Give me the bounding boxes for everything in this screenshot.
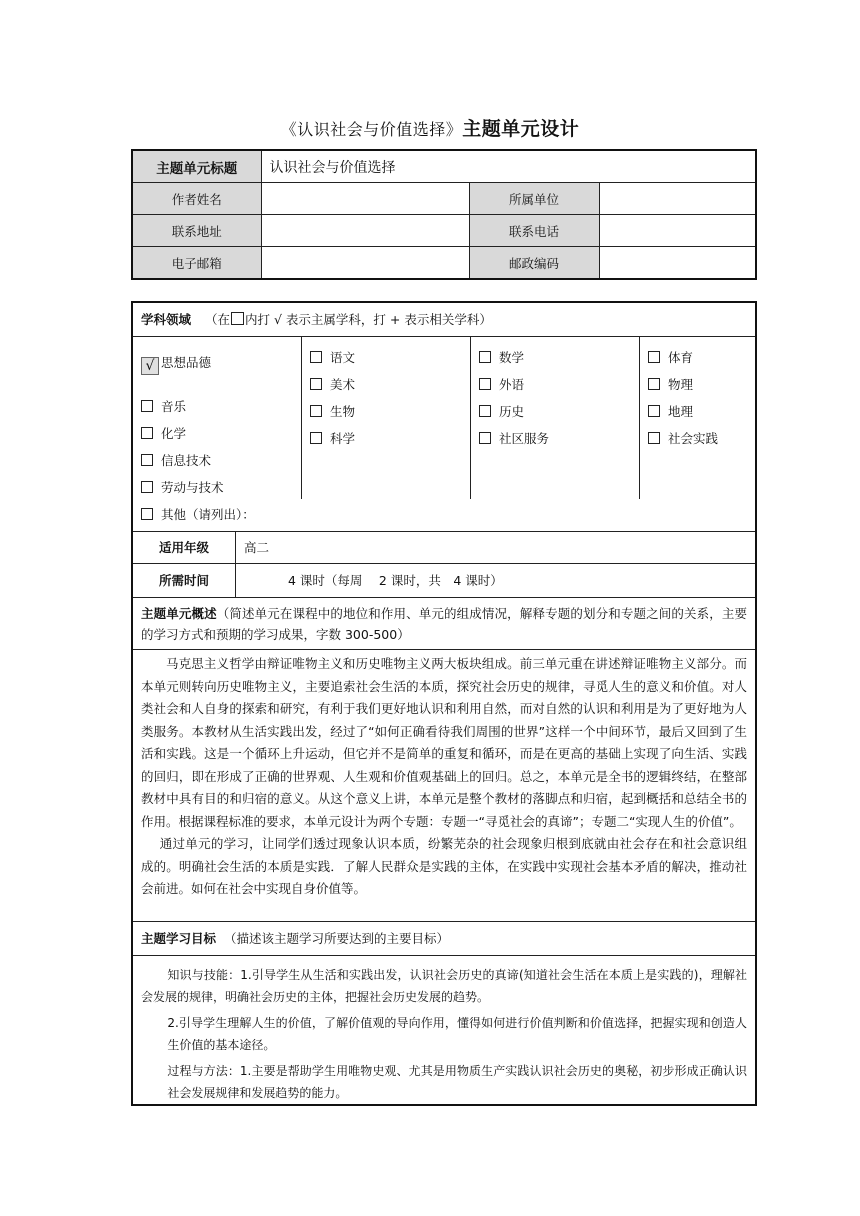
- page-title: [0, 114, 860, 141]
- subject-item-science[interactable]: 科学: [310, 429, 355, 447]
- subject-item-history[interactable]: 历史: [479, 402, 524, 420]
- info-table: [131, 149, 757, 280]
- overview-paragraph-1: 马克思主义哲学由辩证唯物主义和历史唯物主义两大板块组成。前三单元重在讲述辩证唯物主义部分。而本单元则转向历史唯物主义，主要追索社会生活的本质，探究社会历史的规律，寻觅人生的意义和价值。对人类社会和人自身的探索和研究，有利于我们更好地认识和利用自然，而对自然的认识和利用是为了更好地为人类服务。本教材从生活实践出发，经过了“如何正确看待我们周围的世界”这样一个中间环节，最后又回到了生活和实践。这是一个循环上升运动，但它并不是简单的重复和循环，而是在更高的基础上实现了向生活、实践的回归，即在形成了正确的世界观、人生观和价值观基础上的回归。总之，本单元是全书的逻辑终结，在整部教材中具有目的和归宿的意义。从这个意义上讲，本单元是整个教材的落脚点和归宿，起到概括和总结全书的作用。根据课程标准的要求，本单元设计为两个专题：专题一“寻觅社会的真谛”；专题二“实现人生的价值”。: [141, 656, 747, 829]
- unit-title-label: 主题单元标题: [132, 150, 261, 183]
- subject-item-pe[interactable]: 体育: [648, 348, 693, 366]
- checkbox-icon: [141, 400, 153, 412]
- checkbox-icon: [310, 351, 322, 363]
- subject-item-art[interactable]: 美术: [310, 375, 355, 393]
- checkbox-icon: [648, 378, 660, 390]
- email-label: 电子邮箱: [132, 247, 261, 280]
- subject-item-community[interactable]: 社区服务: [479, 429, 549, 447]
- subject-hint-post: 内打 √ 表示主属学科，打 + 表示相关学科）: [245, 312, 492, 327]
- checkbox-icon: [479, 351, 491, 363]
- checked-box-icon: √: [141, 357, 159, 375]
- author-label: 作者姓名: [132, 183, 261, 215]
- subject-item-social-practice[interactable]: 社会实践: [648, 429, 718, 447]
- checkbox-icon: [310, 378, 322, 390]
- overview-paragraph-2: 通过单元的学习，让同学们透过现象认识本质，纷繁芜杂的社会现象归根到底就由社会存在和社会意识组成的。明确社会生活的本质是实践．了解人民群众是实践的主体，在实践中实现社会基本矛盾的解决，推动社会前进。如何在社会中实现自身价值等。: [141, 836, 747, 896]
- goals-paragraph-1: 知识与技能：1.引导学生从生活和实践出发，认识社会历史的真谛(知道社会生活在本质上是实践的)，理解社会发展的规律，明确社会历史的主体，把握社会历史发展的趋势。: [141, 968, 747, 1004]
- grade-row: [133, 531, 755, 564]
- checkbox-icon: [310, 405, 322, 417]
- time-value: 4 课时（每周 2 课时，共 4 课时）: [288, 573, 503, 588]
- subject-item-chinese[interactable]: 语文: [310, 348, 355, 366]
- goals-paragraph-2: 2.引导学生理解人生的价值，了解价值观的导向作用，懂得如何进行价值判断和价值选择，把握实现和创造人生价值的基本途径。: [167, 1016, 747, 1052]
- subject-header: [133, 303, 755, 336]
- checkbox-icon: [479, 432, 491, 444]
- checkbox-icon: [648, 405, 660, 417]
- overview-body: [133, 649, 755, 921]
- subject-other-label: 其他（请列出）：: [161, 507, 255, 522]
- time-label: 所需时间: [158, 573, 209, 588]
- subject-item-physics[interactable]: 物理: [648, 375, 693, 393]
- overview-hint: （简述单元在课程中的地位和作用、单元的组成情况，解释专题的划分和专题之间的关系，主要的学习方式和预期的学习成果，字数 300-500）: [141, 606, 747, 642]
- design-table: [131, 301, 757, 1106]
- grade-label: 适用年级: [158, 540, 209, 555]
- unit-title-value: 认识社会与价值选择: [261, 150, 756, 183]
- time-row: [133, 563, 755, 598]
- title-book-name: 《认识社会与价值选择》: [280, 120, 463, 139]
- subject-other[interactable]: [133, 498, 755, 531]
- subject-item-foreign-lang[interactable]: 外语: [479, 375, 524, 393]
- goals-body: [133, 955, 755, 1104]
- checkbox-icon: [479, 405, 491, 417]
- subject-item-chemistry[interactable]: 化学: [141, 424, 186, 442]
- goals-header: [133, 921, 755, 956]
- checkbox-icon: [141, 427, 153, 439]
- checkbox-icon: [141, 454, 153, 466]
- overview-label: 主题单元概述: [141, 606, 217, 621]
- checkbox-icon: [310, 432, 322, 444]
- grade-value: 高二: [244, 540, 270, 555]
- checkbox-icon: [141, 508, 153, 520]
- author-field[interactable]: [261, 183, 469, 215]
- goals-paragraph-3: 过程与方法：1.主要是帮助学生用唯物史观、尤其是用物质生产实践认识社会历史的奥秘，初步形成正确认识社会发展规律和发展趋势的能力。: [167, 1064, 747, 1100]
- subject-item-biology[interactable]: 生物: [310, 402, 355, 420]
- subject-hint-pre: （在: [205, 312, 231, 327]
- goals-hint: （描述该主题学习所要达到的主要目标）: [224, 931, 450, 946]
- subject-label: 学科领域: [141, 312, 192, 327]
- address-field[interactable]: [261, 215, 469, 247]
- checkbox-icon: [479, 378, 491, 390]
- checkbox-icon: [231, 312, 244, 325]
- org-field[interactable]: [599, 183, 756, 215]
- overview-header: [133, 597, 755, 649]
- subject-item-labor[interactable]: 劳动与技术: [141, 478, 224, 496]
- phone-field[interactable]: [599, 215, 756, 247]
- checkbox-icon: [648, 432, 660, 444]
- subject-item-music[interactable]: 音乐: [141, 397, 186, 415]
- goals-label: 主题学习目标: [141, 931, 217, 946]
- phone-label: 联系电话: [469, 215, 599, 247]
- checkbox-icon: [141, 481, 153, 493]
- checkbox-icon: [648, 351, 660, 363]
- address-label: 联系地址: [132, 215, 261, 247]
- postcode-label: 邮政编码: [469, 247, 599, 280]
- subject-item-it[interactable]: 信息技术: [141, 451, 211, 469]
- email-field[interactable]: [261, 247, 469, 280]
- subject-item-geography[interactable]: 地理: [648, 402, 693, 420]
- postcode-field[interactable]: [599, 247, 756, 280]
- subject-grid: [133, 336, 755, 499]
- org-label: 所属单位: [469, 183, 599, 215]
- subject-item-ethics[interactable]: √ 思想品德: [141, 353, 211, 375]
- subject-item-math[interactable]: 数学: [479, 348, 524, 366]
- title-suffix: 主题单元设计: [462, 118, 580, 140]
